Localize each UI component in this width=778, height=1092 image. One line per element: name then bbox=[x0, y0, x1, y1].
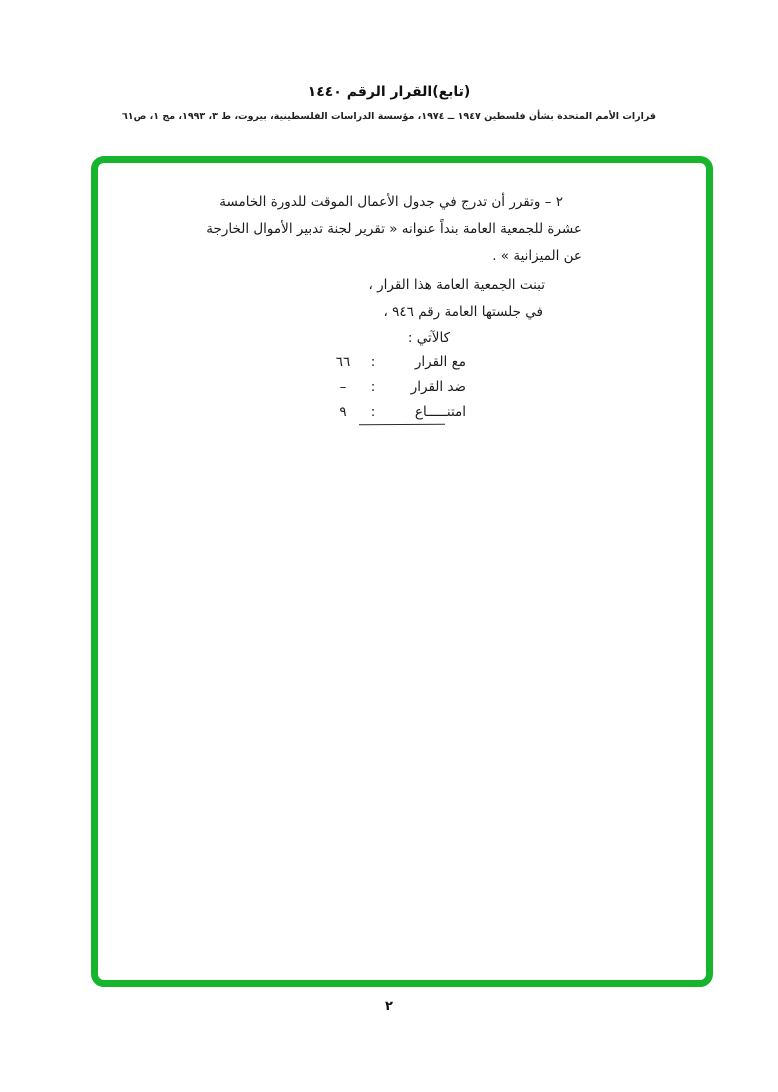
vote-for-separator: : bbox=[370, 353, 376, 370]
highlight-box bbox=[91, 156, 713, 987]
document-title: (تابع)القرار الرقم ١٤٤٠ bbox=[307, 84, 471, 100]
vote-against-label: ضد القرار bbox=[410, 378, 466, 395]
adoption-line-3: كالآتي : bbox=[407, 330, 450, 346]
vote-results bbox=[322, 349, 466, 424]
vote-abstain-value: ٩ bbox=[339, 403, 347, 420]
source-citation: قرارات الأمم المتحدة بشأن فلسطين ١٩٤٧ ــ ١٩٧٤، مؤسسة الدراسات الفلسطينية، بيروت، ط ٣، ١٩٩٣، مج ١، ص٦١ bbox=[121, 111, 657, 122]
vote-against-separator: : bbox=[370, 378, 376, 395]
vote-for-value: ٦٦ bbox=[335, 353, 351, 370]
vote-abstain-separator: : bbox=[370, 403, 376, 420]
adoption-line-1: تبنت الجمعية العامة هذا القرار ، bbox=[368, 277, 545, 293]
vote-row-abstain bbox=[322, 399, 466, 424]
paragraph-line-1: ٢ – وتقرر أن تدرج في جدول الأعمال الموقت للدورة الخامسة bbox=[219, 194, 563, 210]
page-number: ٢ bbox=[385, 999, 393, 1014]
vote-row-for bbox=[322, 349, 466, 374]
highlight-box-content bbox=[98, 163, 706, 980]
paragraph-line-3: عن الميزانية » . bbox=[492, 248, 582, 264]
vote-row-against bbox=[322, 374, 466, 399]
paragraph-line-2: عشرة للجمعية العامة بنداً عنوانه « تقرير لجنة تدبير الأموال الخارجة bbox=[206, 221, 582, 237]
vote-against-value: – bbox=[339, 378, 347, 395]
vote-for-label: مع القرار bbox=[414, 353, 466, 370]
vote-abstain-label: امتنـــــاع bbox=[414, 403, 466, 420]
adoption-line-2: في جلستها العامة رقم ٩٤٦ ، bbox=[383, 304, 543, 320]
section-divider bbox=[359, 424, 445, 426]
